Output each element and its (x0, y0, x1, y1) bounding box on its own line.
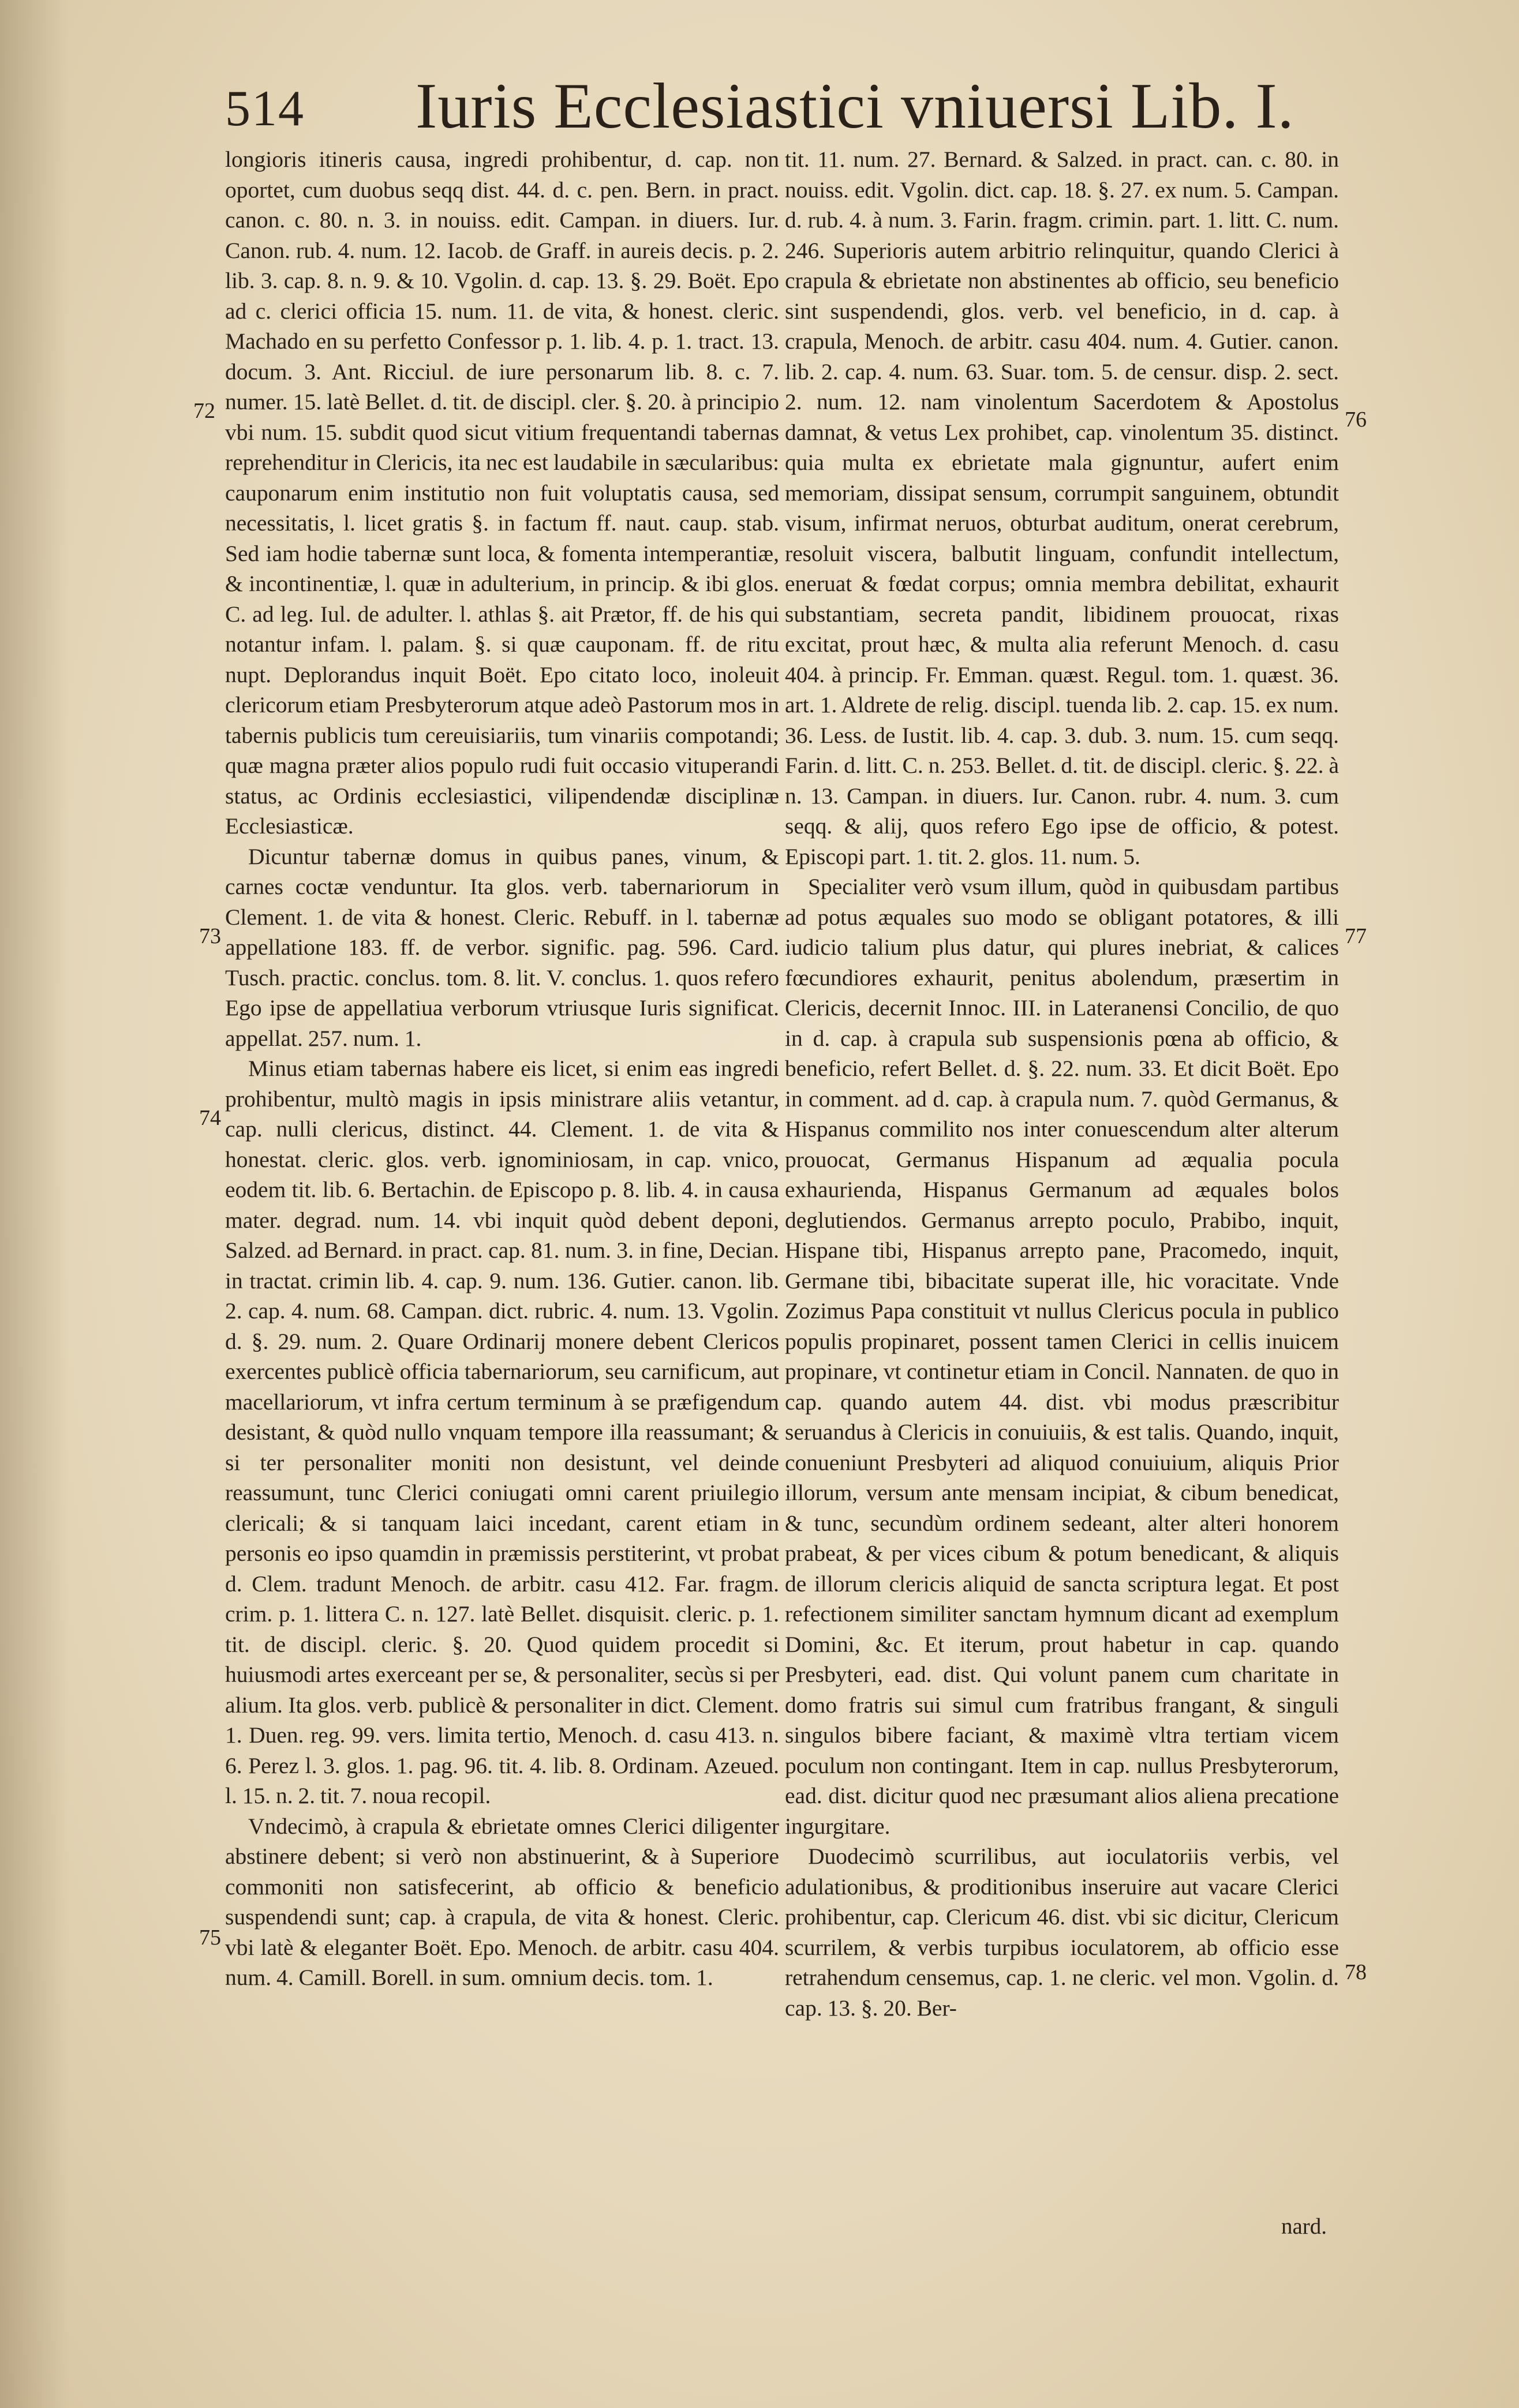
left-paragraph-4: Vndecimò, à crapula & ebrietate omnes Clerici diligenter abstinere debent; si verò non abstinuerint, & à Superiore commoniti non satisfecerint, ab officio & beneficio suspendendi sunt; cap. à crapula, de vita & honest. Cleric. vbi latè & eleganter Boët. Epo. Menoch. de arbitr. casu 404. num. 4. Camill. Borell. in sum. omnium decis. tom. 1. (225, 1813, 779, 1990)
margin-number-77: 77 (1345, 924, 1367, 948)
page-header (225, 69, 1350, 144)
left-paragraph-1: longioris itineris causa, ingredi prohibentur, d. cap. non oportet, cum duobus seqq dist. 44. d. c. pen. Bern. in pract. canon. c. 80. n. 3. in nouiss. edit. Campan. in diuers. Iur. Canon. rub. 4. num. 12. Iacob. de Graff. in aureis decis. p. 2. lib. 3. cap. 8. n. 9. & 10. Vgolin. d. cap. 13. §. 29. Boët. Epo ad c. clerici officia 15. num. 11. de vita, & honest. cleric. Machado en su perfetto Confessor p. 1. lib. 4. p. 1. tract. 13. docum. 3. Ant. Ricciul. de iure personarum lib. 8. c. 7. numer. 15. latè Bellet. d. tit. de discipl. cler. §. 20. à principio vbi num. 15. subdit quod sicut vitium frequentandi tabernas reprehenditur in Clericis, ita nec est laudabile in sæcularibus: cauponarum enim institutio non fuit voluptatis causa, sed necessitatis, l. licet gratis §. in factum ff. naut. caup. stab. Sed iam hodie tabernæ sunt loca, & fomenta intemperantiæ, & incontinentiæ, l. quæ in adulterium, in princip. & ibi glos. C. ad leg. Iul. de adulter. l. athlas §. ait Prætor, ff. de his qui notantur infam. l. palam. §. si quæ cauponam. ff. de ritu nupt. Deplorandus inquit Boët. Epo citato loco, inoleuit clericorum etiam Presbyterorum atque adeò Pastorum mos in tabernis publicis tum cereuisiariis, tum vinariis compotandi; quæ magna præter alios populo rudi fuit occasio vituperandi status, ac Ordinis ecclesiastici, vilipendendæ disciplinæ Ecclesiasticæ. (225, 147, 779, 839)
right-paragraph-3: Duodecimò scurrilibus, aut ioculatoriis verbis, vel adulationibus, & proditionibus inseruire aut vacare Clerici prohibentur, cap. Clericum 46. dist. vbi sic dicitur, Clericum scurrilem, & verbis turpibus ioculatorem, ab officio esse retrahendum censemus, cap. 1. ne cleric. vel mon. Vgolin. d. cap. 13. §. 20. Ber- (785, 1844, 1339, 2021)
page-number: 514 (225, 81, 305, 137)
left-paragraph-3: Minus etiam tabernas habere eis licet, si enim eas ingredi prohibentur, multò magis in ipsis ministrare aliis vetantur, cap. nulli clericus, distinct. 44. Clement. 1. de vita & honestat. cleric. glos. verb. ignominiosam, in cap. vnico, eodem tit. lib. 6. Bertachin. de Episcopo p. 8. lib. 4. in causa mater. degrad. num. 14. vbi inquit quòd debent deponi, Salzed. ad Bernard. in pract. cap. 81. num. 3. in fine, Decian. in tractat. crimin lib. 4. cap. 9. num. 136. Gutier. canon. lib. 2. cap. 4. num. 68. Campan. dict. rubric. 4. num. 13. Vgolin. d. §. 29. num. 2. Quare Ordinarij monere debent Clericos exercentes publicè officia tabernariorum, seu carnificum, aut macellariorum, vt infra certum terminum à se præfigendum desistant, & quòd nullo vnquam tempore illa reassumant; & si ter personaliter moniti non desistunt, vel deinde reassumunt, tunc Clerici coniugati omni carent priuilegio clericali; & si tanquam laici incedant, carent etiam in personis eo ipso quamdin in præmissis perstiterint, vt probat d. Clem. tradunt Menoch. de arbitr. casu 412. Far. fragm. crim. p. 1. littera C. n. 127. latè Bellet. disquisit. cleric. p. 1. tit. de discipl. cleric. §. 20. Quod quidem procedit si huiusmodi artes exerceant per se, & personaliter, secùs si per alium. Ita glos. verb. publicè & personaliter in dict. Clement. 1. Duen. reg. 99. vers. limita tertio, Menoch. d. casu 413. n. 6. Perez l. 3. glos. 1. pag. 96. tit. 4. lib. 8. Ordinam. Azeued. l. 15. n. 2. tit. 7. noua recopil. (225, 1056, 779, 1808)
margin-number-76: 76 (1345, 407, 1367, 432)
right-column (785, 144, 1339, 2023)
right-paragraph-1: tit. 11. num. 27. Bernard. & Salzed. in pract. can. c. 80. in nouiss. edit. Vgolin. dict. cap. 18. §. 27. ex num. 5. Campan. d. rub. 4. à num. 3. Farin. fragm. crimin. part. 1. litt. C. num. 246. Superioris autem arbitrio relinquitur, quando Clerici à crapula & ebrietate non abstinentes ab officio, seu beneficio sint suspendendi, glos. verb. vel beneficio, in d. cap. à crapula, Menoch. de arbitr. casu 404. num. 4. Gutier. canon. lib. 2. cap. 4. num. 63. Suar. tom. 5. de censur. disp. 2. sect. 2. num. 12. nam vinolentum Sacerdotem & Apostolus damnat, & vetus Lex prohibet, cap. vinolentum 35. distinct. quia multa ex ebrietate mala gignuntur, aufert enim memoriam, dissipat sensum, corrumpit sanguinem, obtundit visum, infirmat neruos, obturbat auditum, onerat cerebrum, resoluit viscera, balbutit linguam, confundit intellectum, eneruat & fœdat corpus; omnia membra debilitat, exhaurit substantiam, secreta pandit, libidinem prouocat, rixas excitat, prout hæc, & multa alia referunt Menoch. d. casu 404. à princip. Fr. Emman. quæst. Regul. tom. 1. quæst. 36. art. 1. Aldrete de relig. discipl. tuenda lib. 2. cap. 15. ex num. 36. Less. de Iustit. lib. 4. cap. 3. dub. 3. num. 15. cum seqq. Farin. d. litt. C. n. 253. Bellet. d. tit. de discipl. cleric. §. 22. à n. 13. Campan. in diuers. Iur. Canon. rubr. 4. num. 3. cum seqq. & alij, quos refero Ego ipse de officio, & potest. Episcopi part. 1. tit. 2. glos. 11. num. 5. (785, 147, 1339, 869)
left-column (225, 144, 779, 1993)
catchword: nard. (1281, 2214, 1327, 2239)
running-title: Iuris Ecclesiastici vniuersi Lib. I. (416, 70, 1294, 142)
margin-number-78: 78 (1345, 1960, 1367, 1984)
margin-number-75: 75 (199, 1925, 221, 1950)
margin-number-74: 74 (199, 1106, 221, 1130)
gutter-shadow (0, 0, 69, 2408)
left-paragraph-2: Dicuntur tabernæ domus in quibus panes, vinum, & carnes coctæ venduntur. Ita glos. verb. tabernariorum in Clement. 1. de vita & honest. Cleric. Rebuff. in l. tabernæ appellatione 183. ff. de verbor. signific. pag. 596. Card. Tusch. practic. conclus. tom. 8. lit. V. conclus. 1. quos refero Ego ipse de appellatiua verborum vtriusque Iuris significat. appellat. 257. num. 1. (225, 843, 779, 1051)
margin-number-73: 73 (199, 924, 221, 948)
right-paragraph-2: Specialiter verò vsum illum, quòd in quibusdam partibus ad potus æquales suo modo se obligant potatores, & illi iudicio talium plus datur, qui plures inebriat, & calices fœcundiores exhaurit, penitus abolendum, præsertim in Clericis, decernit Innoc. III. in Lateranensi Concilio, de quo in d. cap. à crapula sub suspensionis pœna ab officio, & beneficio, refert Bellet. d. §. 22. num. 33. Et dicit Boët. Epo in comment. ad d. cap. à crapula num. 7. quòd Germanus, & Hispanus commilito nos inter conuescendum alter alterum prouocat, Germanus Hispanum ad æqualia pocula exhaurienda, Hispanus Germanum ad æquales bolos deglutiendos. Germanus arrepto poculo, Prabibo, inquit, Hispane tibi, Hispanus arrepto pane, Pracomedo, inquit, Germane tibi, bibacitate superat ille, hic voracitate. Vnde Zozimus Papa constituit vt nullus Clericus pocula in publico populis propinaret, possent tamen Clerici in cellis inuicem propinare, vt continetur etiam in Concil. Nannaten. de quo in cap. quando autem 44. dist. vbi modus præscribitur seruandus à Clericis in conuiuiis, & est talis. Quando, inquit, conueniunt Presbyteri ad aliquod conuiuium, aliquis Prior illorum, versum ante mensam incipiat, & cibum benedicat, & tunc, secundùm ordinem sedeant, alter alteri honorem prabeat, & per vices cibum & potum benedicant, & aliquis de illorum clericis aliquid de sancta scriptura legat. Et post refectionem similiter sanctam hymnum dicant ad exemplum Domini, &c. Et iterum, prout habetur in cap. quando Presbyteri, ead. dist. Qui volunt panem cum charitate in domo fratris sui simul cum fratribus frangant, & singuli singulos bibere faciant, & maximè vltra tertiam vicem poculum non contingant. Item in cap. nullus Presbyterorum, ead. dist. dicitur quod nec præsumant alios aliena precatione ingurgitare. (785, 874, 1339, 1839)
margin-number-72: 72 (193, 399, 215, 423)
